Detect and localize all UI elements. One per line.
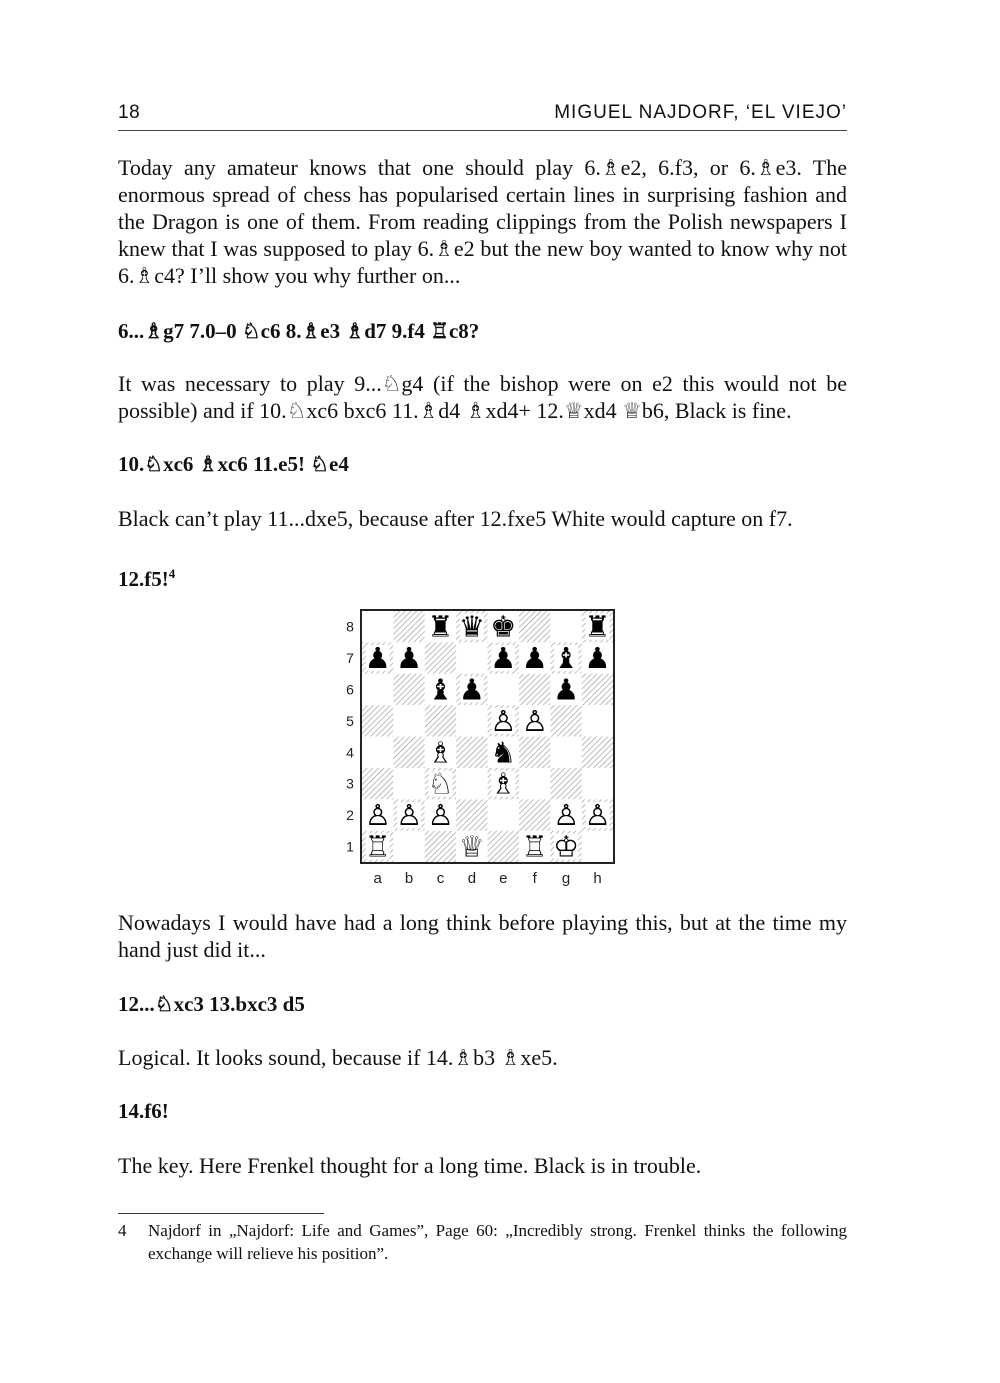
move-line-4: 12...♘xc3 13.bxc3 d5 (118, 992, 305, 1016)
piece-black-e8: ♚ (490, 609, 517, 644)
square-a6 (362, 674, 393, 705)
square-h5 (582, 705, 613, 736)
move-line-5: 14.f6! (118, 1099, 169, 1123)
piece-black-f7: ♟ (521, 641, 548, 676)
piece-black-h8: ♜ (584, 609, 611, 644)
paragraph-6: The key. Here Frenkel thought for a long time. Black is in trouble. (118, 1153, 702, 1178)
square-f8 (519, 611, 550, 642)
rank-label: 1 (346, 838, 354, 855)
square-b8 (393, 611, 424, 642)
square-f4 (519, 737, 550, 768)
page-number: 18 (118, 102, 141, 123)
piece-white-g2: ♙ (553, 798, 580, 833)
piece-white-c2: ♙ (427, 798, 454, 833)
rank-label: 6 (346, 681, 354, 698)
running-head: MIGUEL NAJDORF, ‘EL VIEJO’ (554, 102, 847, 123)
piece-black-b7: ♟ (396, 641, 423, 676)
paragraph-3: Black can’t play 11...dxe5, because after 12.fxe5 White would capture on f7. (118, 506, 793, 531)
square-d4 (456, 737, 487, 768)
square-g4 (550, 737, 581, 768)
piece-black-a7: ♟ (364, 641, 391, 676)
square-d7 (456, 642, 487, 673)
footnote-reference: 4 (168, 566, 176, 581)
square-b6 (393, 674, 424, 705)
file-label: f (532, 870, 537, 887)
square-f2 (519, 799, 550, 830)
piece-white-c4: ♗ (427, 735, 454, 770)
file-label: d (467, 870, 477, 887)
piece-black-h7: ♟ (584, 641, 611, 676)
square-g5 (550, 705, 581, 736)
square-c5 (425, 705, 456, 736)
piece-black-c6: ♝ (427, 672, 454, 707)
piece-black-g6: ♟ (553, 672, 580, 707)
square-c1 (425, 831, 456, 862)
piece-white-f5: ♙ (521, 703, 548, 738)
square-f3 (519, 768, 550, 799)
footnote-text: Najdorf in „Najdorf: Life and Games”, Page 60: „Incredibly strong. Frenkel thinks the following exchange will relieve his position”. (148, 1221, 847, 1263)
rank-label: 7 (346, 650, 354, 667)
square-h1 (582, 831, 613, 862)
chess-diagram (340, 608, 620, 893)
piece-black-c8: ♜ (427, 609, 454, 644)
piece-white-f1: ♖ (521, 829, 548, 864)
rank-label: 3 (346, 775, 354, 792)
square-b1 (393, 831, 424, 862)
move-text: 12.f5! (118, 567, 169, 591)
square-b3 (393, 768, 424, 799)
piece-white-g1: ♔ (553, 829, 580, 864)
file-label: c (436, 870, 445, 887)
square-h6 (582, 674, 613, 705)
square-e1 (488, 831, 519, 862)
square-e2 (488, 799, 519, 830)
square-d5 (456, 705, 487, 736)
piece-white-e5: ♙ (490, 703, 517, 738)
square-a5 (362, 705, 393, 736)
move-line-1: 6...♗g7 7.0–0 ♘c6 8.♗e3 ♗d7 9.f4 ♖c8? (118, 319, 480, 343)
square-g8 (550, 611, 581, 642)
file-label: h (593, 870, 602, 887)
paragraph-2: It was necessary to play 9...♘g4 (if the bishop were on e2 this would not be possible) and if 10.♘xc6 bxc6 11.♗d4 ♗xd4+ 12.♕xd4 ♕b6, Black is fine. (118, 371, 847, 423)
file-label: a (373, 870, 382, 887)
square-f6 (519, 674, 550, 705)
paragraph-4: Nowadays I would have had a long think before playing this, but at the time my hand just did it... (118, 910, 847, 962)
piece-white-d1: ♕ (458, 829, 485, 864)
rank-label: 4 (346, 744, 354, 761)
piece-white-a1: ♖ (364, 829, 391, 864)
piece-white-h2: ♙ (584, 798, 611, 833)
footnote-number: 4 (118, 1221, 127, 1240)
piece-black-g7: ♝ (553, 641, 580, 676)
square-c7 (425, 642, 456, 673)
square-a8 (362, 611, 393, 642)
chess-board (340, 608, 620, 893)
piece-black-d6: ♟ (458, 672, 485, 707)
move-line-3 (118, 560, 847, 593)
rank-label: 5 (346, 712, 354, 729)
page-header (118, 100, 847, 131)
paragraph-1: Today any amateur knows that one should play 6.♗e2, 6.f3, or 6.♗e3. The enormous spread of chess has popularised certain lines in surprising fashion and the Dragon is one of them. From reading clippings from the Polish newspapers I knew that I was supposed to play 6.♗e2 but the new boy wanted to know why not 6.♗c4? I’ll show you why further on... (118, 155, 847, 288)
square-d2 (456, 799, 487, 830)
piece-white-b2: ♙ (396, 798, 423, 833)
square-h4 (582, 737, 613, 768)
piece-white-e3: ♗ (490, 766, 517, 801)
rank-label: 8 (346, 618, 354, 635)
file-label: g (561, 870, 571, 887)
piece-black-e4: ♞ (490, 735, 517, 770)
piece-black-e7: ♟ (490, 641, 517, 676)
square-a4 (362, 737, 393, 768)
footnote-rule (118, 1213, 324, 1214)
piece-black-d8: ♛ (458, 609, 485, 644)
square-e6 (488, 674, 519, 705)
square-b4 (393, 737, 424, 768)
square-d3 (456, 768, 487, 799)
piece-white-c3: ♘ (427, 766, 454, 801)
rank-label: 2 (346, 807, 354, 824)
square-h3 (582, 768, 613, 799)
file-label: b (404, 870, 414, 887)
move-line-2: 10.♘xc6 ♗xc6 11.e5! ♘e4 (118, 452, 349, 476)
square-b5 (393, 705, 424, 736)
square-a3 (362, 768, 393, 799)
square-g3 (550, 768, 581, 799)
file-label: e (499, 870, 508, 887)
piece-white-a2: ♙ (364, 798, 391, 833)
paragraph-5: Logical. It looks sound, because if 14.♗b3 ♗xe5. (118, 1045, 558, 1070)
